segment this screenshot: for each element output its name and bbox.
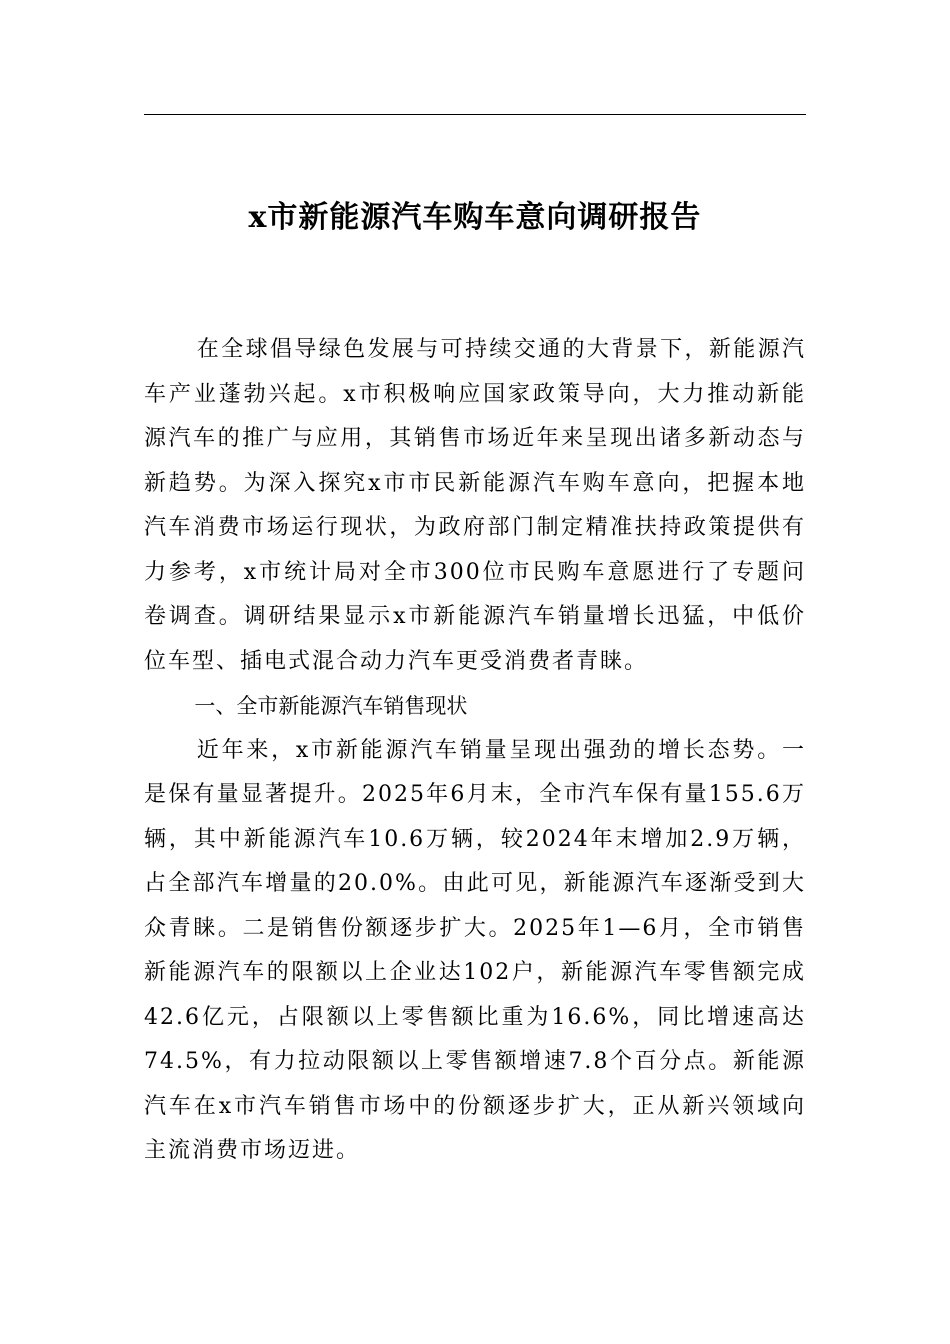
header-rule — [144, 114, 806, 115]
section-heading: 一、全市新能源汽车销售现状 — [194, 694, 468, 718]
intro-paragraph: 在全球倡导绿色发展与可持续交通的大背景下，新能源汽车产业蓬勃兴起。x市积极响应国家政策导向，大力推动新能源汽车的推广与应用，其销售市场近年来呈现出诸多新动态与新趋势。为深入探究x市市民新能源汽车购车意向，把握本地汽车消费市场运行现状，为政府部门制定精准扶持政策提供有力参考，x市统计局对全市300位市民购车意愿进行了专题问卷调查。调研结果显示x市新能源汽车销量增长迅猛，中低价位车型、插电式混合动力汽车更受消费者青睐。 — [144, 337, 806, 674]
document-body — [144, 328, 806, 1174]
document-title: x市新能源汽车购车意向调研报告 — [248, 200, 702, 235]
section-paragraph: 近年来，x市新能源汽车销量呈现出强劲的增长态势。一是保有量显著提升。2025年6月末，全市汽车保有量155.6万辆，其中新能源汽车10.6万辆，较2024年末增加2.9万辆，占全部汽车增量的20.0%。由此可见，新能源汽车逐渐受到大众青睐。二是销售份额逐步扩大。2025年1—6月，全市销售新能源汽车的限额以上企业达102户，新能源汽车零售额完成42.6亿元，占限额以上零售额比重为16.6%，同比增速高达74.5%，有力拉动限额以上零售额增速7.8个百分点。新能源汽车在x市汽车销售市场中的份额逐步扩大，正从新兴领域向主流消费市场迈进。 — [144, 737, 806, 1163]
